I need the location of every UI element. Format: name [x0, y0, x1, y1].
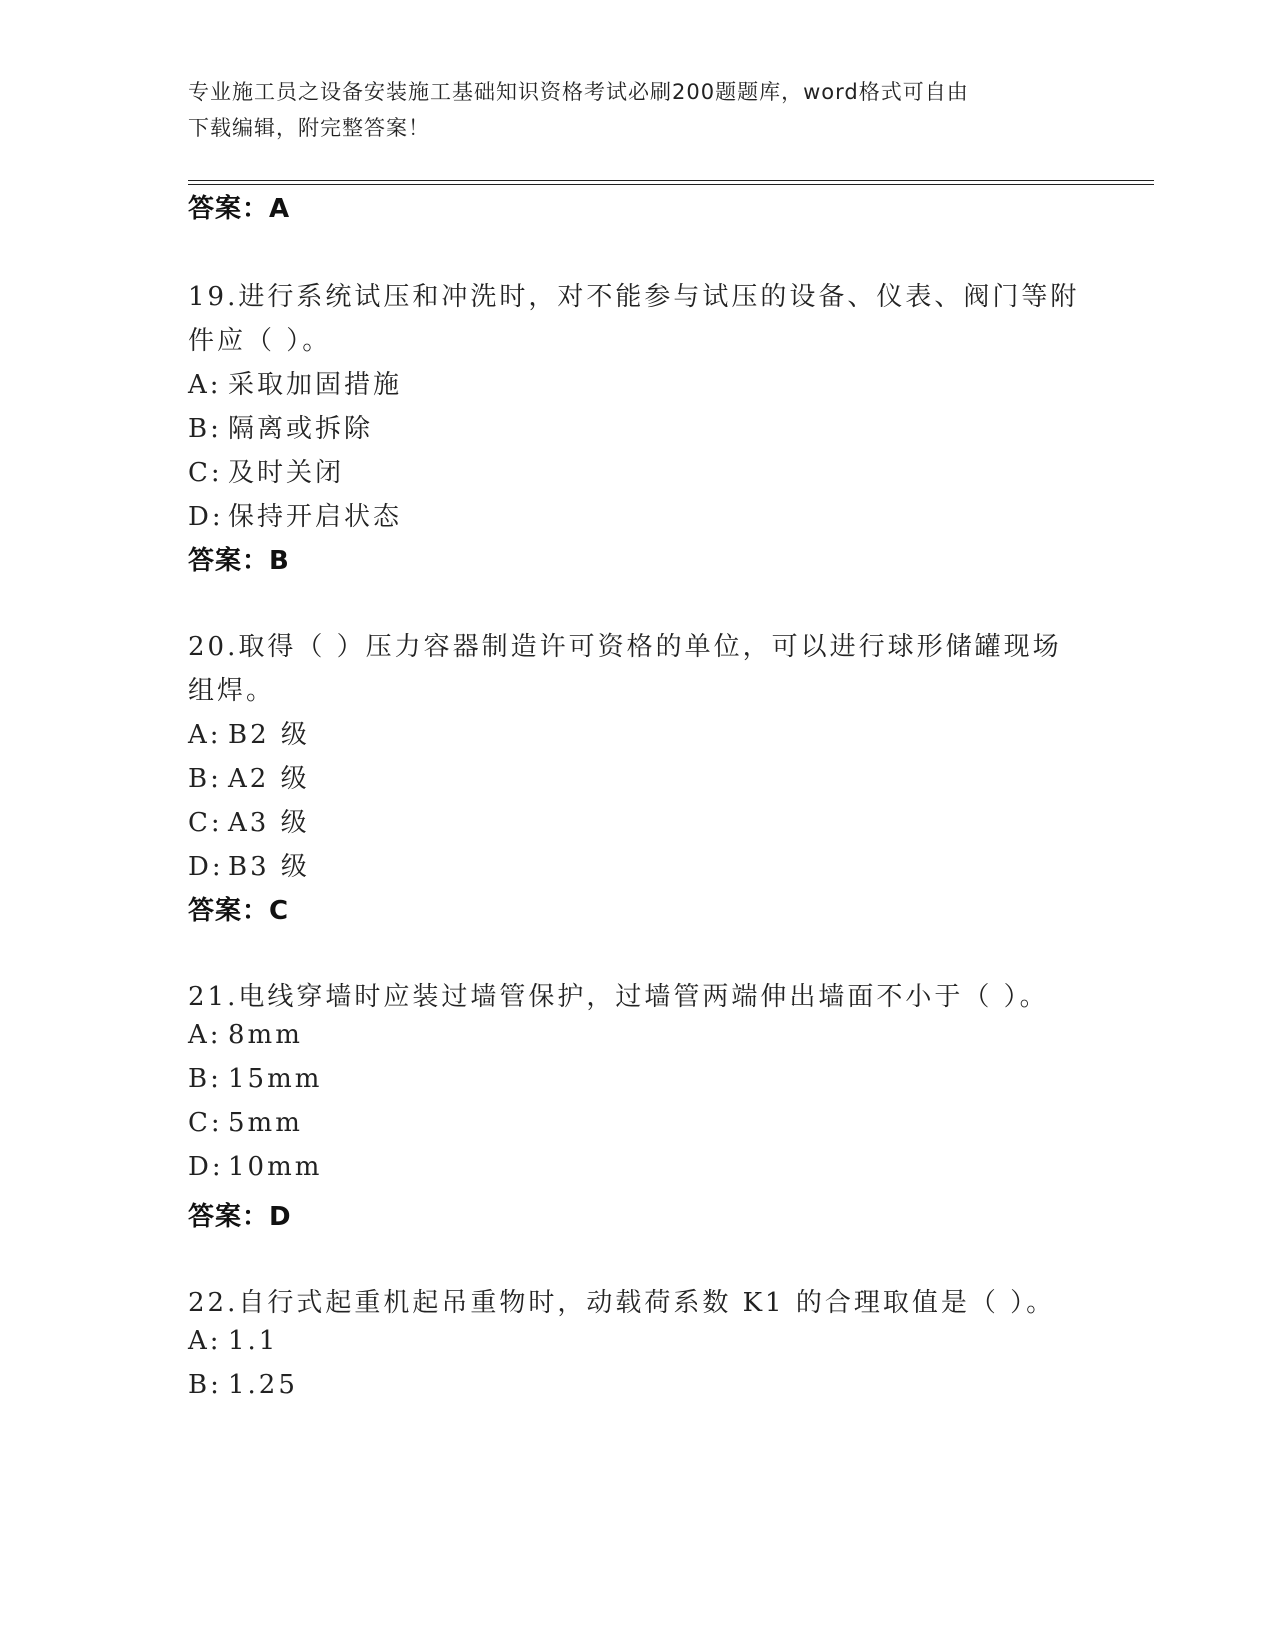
answer-line: 答案：C	[188, 896, 290, 926]
option-d	[188, 496, 402, 533]
option-letter: B:	[188, 1064, 222, 1094]
question-stem-continued: 组焊。	[188, 676, 276, 706]
option-c	[188, 452, 344, 489]
option-text: 15mm	[228, 1064, 323, 1094]
option-letter: B:	[188, 414, 222, 444]
header-divider-bottom	[188, 184, 1154, 185]
option-letter: D:	[188, 852, 224, 882]
question-stem: 19.进行系统试压和冲洗时，对不能参与试压的设备、仪表、阀门等附	[188, 282, 1080, 312]
option-text: A3 级	[228, 808, 310, 838]
header-title-line-2: 下载编辑，附完整答案！	[188, 116, 430, 140]
option-d	[188, 846, 310, 883]
option-letter: C:	[188, 808, 223, 838]
option-letter: B:	[188, 764, 222, 794]
header-title-line-1: 专业施工员之设备安装施工基础知识资格考试必刷200题题库，word格式可自由	[188, 80, 969, 104]
option-text: 及时关闭	[228, 458, 345, 488]
option-d	[188, 1152, 322, 1182]
option-b	[188, 1370, 298, 1400]
option-letter: D:	[188, 502, 224, 532]
header-divider-top	[188, 180, 1154, 181]
option-letter: A:	[188, 720, 222, 750]
option-a	[188, 364, 402, 401]
answer-line: 答案：B	[188, 546, 290, 576]
option-b	[188, 408, 373, 445]
option-c	[188, 802, 310, 839]
answer-line: 答案：A	[188, 194, 291, 224]
option-letter: A:	[188, 1326, 222, 1356]
option-b	[188, 1064, 322, 1094]
option-letter: A:	[188, 1020, 222, 1050]
option-letter: D:	[188, 1152, 224, 1182]
option-a	[188, 1326, 278, 1356]
option-text: A2 级	[228, 764, 310, 794]
option-text: 保持开启状态	[228, 502, 403, 532]
option-a	[188, 714, 310, 751]
option-letter: C:	[188, 458, 223, 488]
option-text: B2 级	[228, 720, 310, 750]
document-header	[188, 74, 1068, 146]
option-text: 1.25	[228, 1370, 298, 1400]
option-text: 5mm	[228, 1108, 303, 1138]
option-letter: C:	[188, 1108, 223, 1138]
option-text: 1.1	[228, 1326, 279, 1356]
question-stem: 22.自行式起重机起吊重物时，动载荷系数 K1 的合理取值是（ ）。	[188, 1288, 1056, 1318]
option-text: 采取加固措施	[228, 370, 403, 400]
answer-line: 答案：D	[188, 1202, 292, 1232]
option-b	[188, 758, 310, 795]
option-text: B3 级	[228, 852, 310, 882]
option-text: 8mm	[228, 1020, 303, 1050]
option-letter: B:	[188, 1370, 222, 1400]
option-text: 隔离或拆除	[228, 414, 374, 444]
option-text: 10mm	[228, 1152, 323, 1182]
option-letter: A:	[188, 370, 222, 400]
question-stem-continued: 件应（ ）。	[188, 326, 332, 356]
question-stem: 21.电线穿墙时应装过墙管保护，过墙管两端伸出墙面不小于（ ）。	[188, 982, 1049, 1012]
option-a	[188, 1020, 303, 1050]
question-stem: 20.取得（ ）压力容器制造许可资格的单位，可以进行球形储罐现场	[188, 632, 1062, 662]
option-c	[188, 1108, 303, 1138]
